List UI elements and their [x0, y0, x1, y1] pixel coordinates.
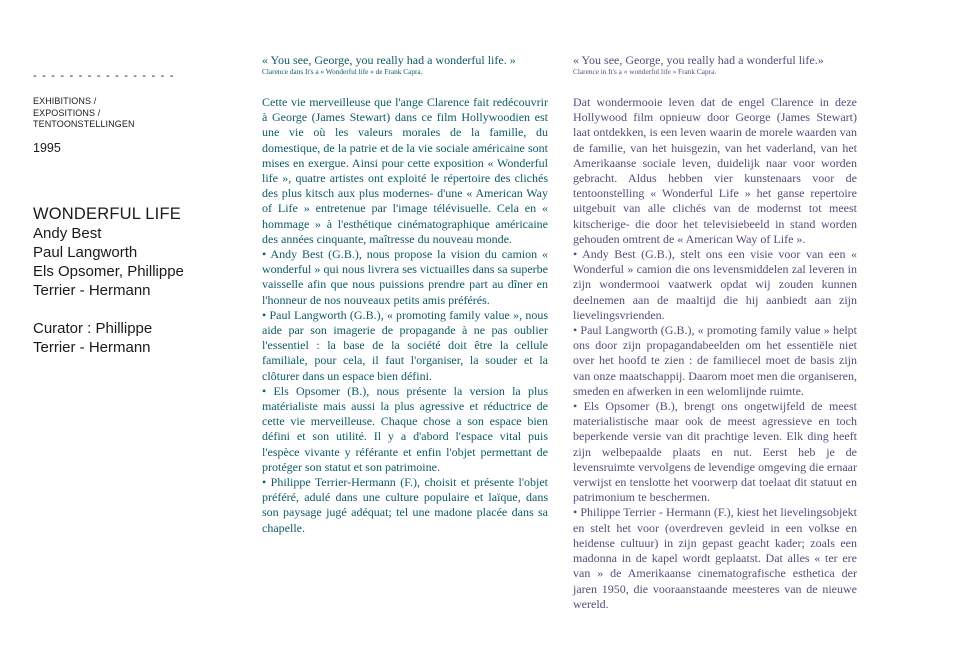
- dutch-paragraph: • Paul Langworth (G.B.), « promoting family value » helpt ons door zijn propagandabeelden om het essentiële niet over het hoofd te zien : de familiecel moet de basis zijn van onze maatschappij. Daarom moet men die organiseren, smeden en afwerken in een welomlijnde ruimte.: [573, 323, 858, 398]
- french-paragraph: • Andy Best (G.B.), nous propose la vision du camion « wonderful » qui nous livrera ses victuailles dans sa superbe vaisselle afin que nous puissions prendre part au dîner en l'honneur de nos nouveaux petits amis préférés.: [262, 247, 548, 307]
- artist-line: Terrier - Hermann: [33, 281, 151, 299]
- section-labels: [33, 96, 233, 131]
- artist-line: Els Opsomer, Phillippe: [33, 262, 184, 280]
- section-label-exhibitions: EXHIBITIONS /: [33, 96, 97, 106]
- exhibition-credits: [33, 205, 233, 300]
- dutch-quote: « You see, George, you really had a wonderful life.»: [573, 53, 824, 67]
- french-paragraph: • Philippe Terrier-Hermann (F.), choisit et présente l'objet préféré, adulé dans une culture populaire et laïque, dans son paysage jugé adéquat; tel une madone placée dans sa chapelle.: [262, 475, 548, 535]
- french-paragraph: • Paul Langworth (G.B.), « promoting family value », nous aide par son imagerie de propagande à ne pas oublier l'essentiel : la base de la société doit être la cellule familiale, pour cela, il faut l'organiser, la souder et la clôturer dans un espace bien défini.: [262, 307, 548, 383]
- exhibition-title: WONDERFUL LIFE: [33, 204, 181, 223]
- curator-line: Terrier - Hermann: [33, 338, 151, 356]
- dutch-body: [573, 95, 857, 612]
- french-quote-source: Clarence dans It's a « Wonderful life » de Frank Capra.: [262, 67, 423, 76]
- section-label-expositions: EXPOSITIONS /: [33, 107, 101, 118]
- dutch-paragraph: • Philippe Terrier - Hermann (F.), kiest het lievelingsobjekt en stelt het voor (overdreven gevleid in een volkse en heidense cultuur) in zijn gepast geacht kader; zoals een madonna in de kapel wordt geplaatst. Dat alles « ter ere van » de Amerikaanse cinematografische esthetica der jaren 1950, die vooraanstaande meesteres van de nieuwe wereld.: [573, 505, 857, 611]
- curator-line: Curator : Phillippe: [33, 319, 153, 337]
- dutch-paragraph: Dat wondermooie leven dat de engel Clarence in deze Hollywood film opnieuw door George (James Stewart) laat ontdekken, is een leven waarin de morele waarden van de familie, van het huisgezin, van het vaderland, van het Amerikaanse sociale leven, duidelijk naar voor worden gebracht. Aldus hebben vier kunstenaars voor de tentoonstelling « Wonderful Life » het ganse repertoire uitgebuit van alle clichés van de modernst tot meest kitscherige- die door het televisiebeeld in stand worden gehouden omtrent de « American Way of Life ».: [573, 95, 857, 246]
- dutch-quote-source: Clarence in It's a « wonderful life » Frank Capra.: [573, 67, 717, 76]
- dutch-column: [573, 54, 857, 612]
- french-paragraph: • Els Opsomer (B.), nous présente la version la plus matérialiste mais aussi la plus agressive et réductrice de cette vie merveilleuse. Chaque chose a son espace bien défini et son utilité. Il y a d'abord l'espace vital puis l'espèce vivante y référante et enfin l'objet permettant de protéger son statut et son patrimoine.: [262, 383, 548, 474]
- dash-divider: - - - - - - - - - - - - - - - -: [33, 70, 175, 82]
- artist-line: Andy Best: [33, 224, 102, 242]
- artist-line: Paul Langworth: [33, 243, 138, 261]
- french-paragraph: Cette vie merveilleuse que l'ange Clarence fait redécouvrir à George (James Stewart) dans ce film Hollywoodien est une vie où les valeurs morales de la famille, du domestique, de la patrie et de la vie sociale américaine sont mises en exergue. Ainsi pour cette exposition « Wonderful life », quatre artistes ont exploité le répertoire des clichés des plus kitsch aux plus modernes- d'une « American Way of Life » entretenue par l'image télévisuelle. Cela en « hommage » à l'esthétique cinématographique américaine des années cinquante, maîtresse du nouveau monde.: [262, 95, 548, 246]
- french-quote: « You see, George, you really had a wonderful life. »: [262, 53, 516, 67]
- exhibition-year: 1995: [33, 140, 61, 155]
- section-label-tentoonstellingen: TENTOONSTELLINGEN: [33, 119, 135, 129]
- french-body: [262, 95, 548, 536]
- french-column: [262, 54, 548, 536]
- curator-credit: [33, 319, 233, 357]
- dutch-paragraph: • Andy Best (G.B.), stelt ons een visie voor van een « Wonderful » camion die ons levensmiddelen zal leveren in zijn wondermooi vaatwerk opdat wij zouden kunnen deelnemen aan de maaltijd die hij aanbiedt aan zijn lievelingsvrienden.: [573, 247, 857, 322]
- dutch-paragraph: • Els Opsomer (B.), brengt ons ongetwijfeld de meest materialistische maar ook de meest agressieve en toch beperkende versie van dit prachtige leven. Elk ding heeft zijn welbepaalde plaats en nut. Eerst heb je de levensruimte vervolgens de levendige omgeving die ernaar verwijst en tenslotte het voorwerp dat toelaat dit statuut en patrimonium te beschermen.: [573, 399, 857, 505]
- sidebar: [33, 70, 233, 357]
